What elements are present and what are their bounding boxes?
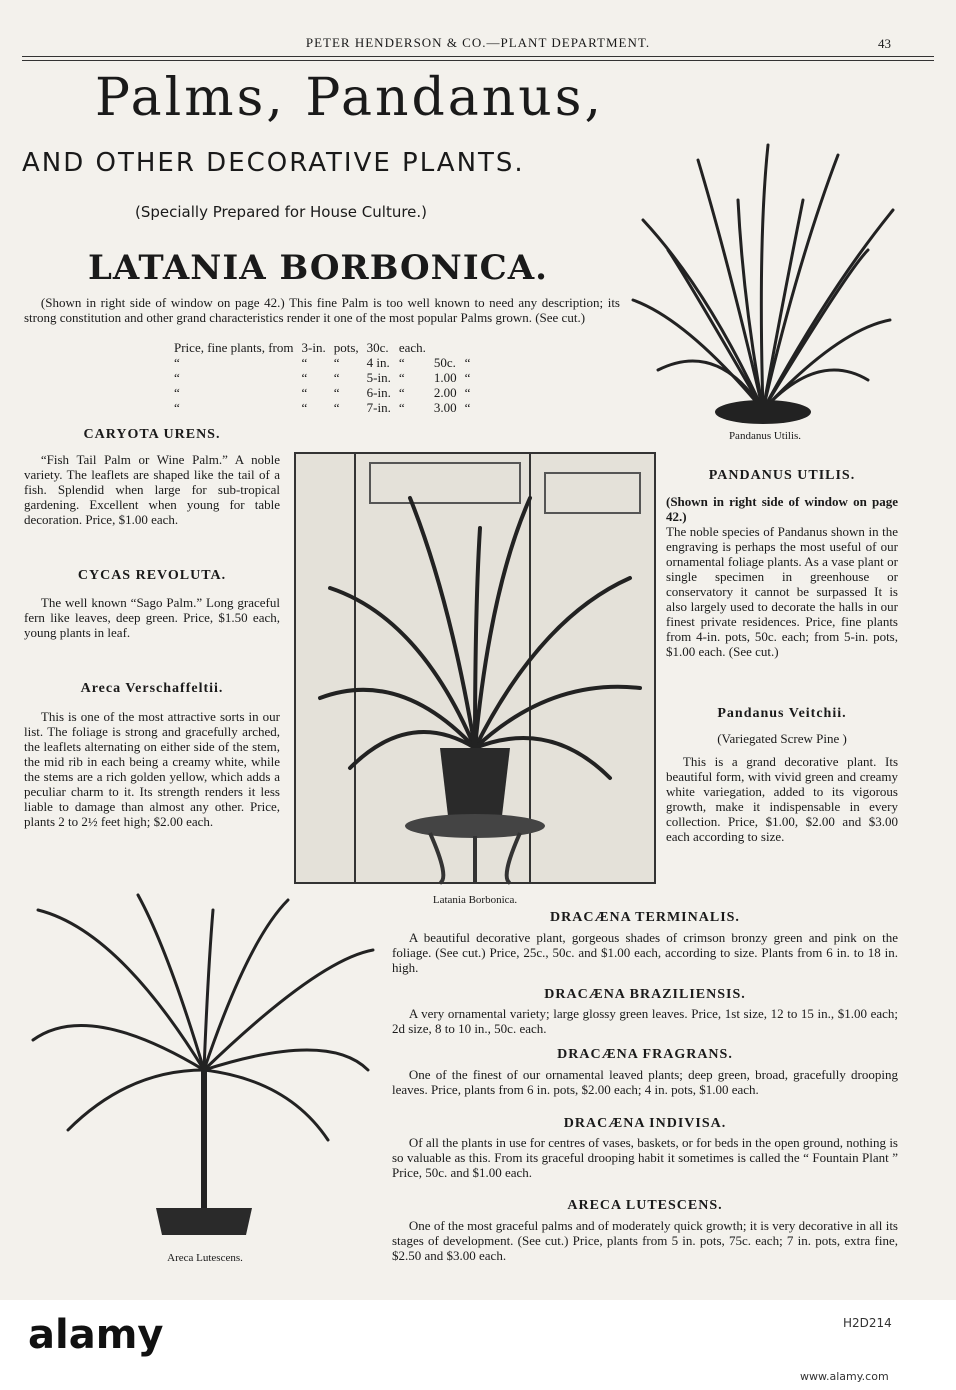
price-cell: “ <box>301 355 308 370</box>
dracaena-braziliensis-description: A very ornamental variety; large glossy green leaves. Price, 1st size, 12 to 15 in., $1.00 each; 2d size, 8 to 10 in., 50c. each. <box>392 1006 898 1036</box>
price-cell: 3-in. <box>301 340 326 355</box>
latania-borbonica-caption: Latania Borbonica. <box>432 894 518 906</box>
pandanus-utilis-description: The noble species of Pandanus shown in the engraving is perhaps the most useful of our ornamental foliage plants. As a vase plant or single specimen in greenhouse or conservatory it cannot be surpassed It is also largely used to decorate the halls in our finest private residences. Price, fine plants from 4-in. pots, 50c. each; from 5-in. pots, $1.00 each. (See cut.) <box>666 524 898 659</box>
price-cell: “ <box>301 400 308 415</box>
dracaena-terminalis-description: A beautiful decorative plant, gorgeous shades of crimson bronzy green and pink on the foliage. (See cut.) Price, 25c., 50c. and $1.00 each, according to size. Plants from 6 in. to 18 in. high. <box>392 930 898 975</box>
areca-lutescens-description: One of the most graceful palms and of moderately quick growth; it is very decorative in all its stages of development. (See cut.) Price, plants from 5 in. pots, 75c. each; 7 in. pots, extra fine, $2.50 and $3.00 each. <box>392 1218 898 1263</box>
pandanus-veitchii-description: This is a grand decorative plant. Its beautiful form, with vivid green and creamy white variegation, added to its vigorous growth, make it indispensable in every collection. Price, $1.00, $2.00 and $3.00 each according to size. <box>666 754 898 844</box>
price-cell: 5-in. <box>366 370 391 385</box>
price-cell: 1.00 <box>433 370 457 385</box>
cycas-heading: CYCAS REVOLUTA. <box>77 568 227 583</box>
pandanus-utilis-caption: Pandanus Utilis. <box>728 430 802 442</box>
dracaena-indivisa-description: Of all the plants in use for centres of vases, baskets, or for beds in the open ground, nothing is so valuable as this. From its graceful drooping habit it sometimes is called the “ Fountain Plant ” Price, 50c. and $1.00 each. <box>392 1135 898 1180</box>
cycas-description: The well known “Sago Palm.” Long graceful fern like leaves, deep green. Price, $1.50 each, young plants in leaf. <box>24 595 280 640</box>
price-cell: 4 in. <box>366 355 390 370</box>
price-cell: 6-in. <box>366 385 391 400</box>
price-cell: 2.00 <box>433 385 457 400</box>
price-cell: “ <box>333 385 340 400</box>
latania-borbonica-illustration <box>290 438 660 893</box>
price-cell: “ <box>333 370 340 385</box>
running-header: PETER HENDERSON & CO.—PLANT DEPARTMENT. <box>305 35 651 50</box>
price-row <box>170 340 474 355</box>
areca-verschaffeltii-heading: Areca Verschaffeltii. <box>80 681 224 696</box>
price-cell: 7-in. <box>366 400 391 415</box>
price-cell: “ <box>174 370 180 385</box>
price-cell: “ <box>174 385 180 400</box>
price-cell: each. <box>398 340 426 355</box>
price-cell: “ <box>174 400 180 415</box>
caryota-description: “Fish Tail Palm or Wine Palm.” A noble variety. The leaflets are shaped like the tail of a fish. Splendid when large for sub-tropical gardening. Excellent when young for table decoration. Price, $1.00 each. <box>24 452 280 527</box>
price-cell: “ <box>398 400 405 415</box>
price-row <box>170 370 474 385</box>
price-cell: “ <box>174 355 180 370</box>
page-number: 43 <box>878 36 891 51</box>
price-cell: 3.00 <box>433 400 457 415</box>
price-cell: “ <box>398 370 405 385</box>
price-cell: “ <box>333 400 340 415</box>
price-cell: “ <box>464 400 471 415</box>
price-cell: 30c. <box>366 340 389 355</box>
price-cell: “ <box>398 385 405 400</box>
areca-lutescens-heading: ARECA LUTESCENS. <box>567 1198 723 1213</box>
price-cell: “ <box>464 370 471 385</box>
price-row <box>170 385 474 400</box>
price-row <box>170 355 474 370</box>
dracaena-terminalis-heading: DRACÆNA TERMINALIS. <box>550 910 740 925</box>
price-row <box>170 400 474 415</box>
footer-url: www.alamy.com <box>800 1370 889 1383</box>
caryota-heading: CARYOTA URENS. <box>83 427 221 442</box>
areca-lutescens-illustration <box>28 890 380 1250</box>
header-rule-2 <box>22 60 934 61</box>
alamy-logo: alamy <box>28 1312 164 1358</box>
areca-verschaffeltii-description: This is one of the most attractive sorts in our list. The foliage is strong and gracefully arched, the leaflets alternating on either side of the stem, the mid rib in each being a creamy white, while the stems are a rich golden yellow, which adds a peculiar charm to it. Its strength renders it less liable to damage than almost any other. Price, plants 2 to 2½ feet high; $2.00 each. <box>24 709 280 829</box>
price-cell: Price, fine plants, from <box>174 340 294 355</box>
pandanus-utilis-lead: (Shown in right side of window on page 42.) <box>666 494 898 524</box>
dracaena-indivisa-heading: DRACÆNA INDIVISA. <box>563 1116 727 1131</box>
pandanus-utilis-heading: PANDANUS UTILIS. <box>708 468 856 483</box>
pandanus-utilis-illustration <box>628 140 898 430</box>
latania-price-table <box>170 340 474 415</box>
page-subtitle: (Specially Prepared for House Culture.) <box>135 203 428 221</box>
areca-lutescens-caption: Areca Lutescens. <box>167 1252 243 1264</box>
dracaena-braziliensis-heading: DRACÆNA BRAZILIENSIS. <box>544 987 746 1002</box>
price-cell: pots, <box>333 340 359 355</box>
dracaena-fragrans-description: One of the finest of our ornamental leaved plants; deep green, broad, gracefully drooping leaves. Price, plants from 6 in. pots, $2.00 each; 4 in. pots, $1.00 each. <box>392 1067 898 1097</box>
price-cell: “ <box>301 370 308 385</box>
price-cell: “ <box>464 355 471 370</box>
latania-heading: LATANIA BORBONICA. <box>88 248 548 288</box>
latania-description: (Shown in right side of window on page 42.) This fine Palm is too well known to need any description; its strong constitution and other grand characteristics render it one of the most popular Palms grown. (See cut.) <box>24 295 620 325</box>
header-rule <box>22 56 934 57</box>
pandanus-veitchii-heading: Pandanus Veitchii. <box>717 706 847 721</box>
page-title: Palms, Pandanus, <box>95 68 604 128</box>
dracaena-fragrans-heading: DRACÆNA FRAGRANS. <box>557 1047 733 1062</box>
price-cell: “ <box>398 355 405 370</box>
price-cell: “ <box>333 355 340 370</box>
price-cell: “ <box>301 385 308 400</box>
page-title-line-2: AND OTHER DECORATIVE PLANTS. <box>22 148 525 178</box>
price-cell: “ <box>464 385 471 400</box>
image-id: H2D214 <box>843 1316 892 1330</box>
pandanus-veitchii-subheading: (Variegated Screw Pine ) <box>717 731 847 746</box>
price-cell: 50c. <box>433 355 456 370</box>
